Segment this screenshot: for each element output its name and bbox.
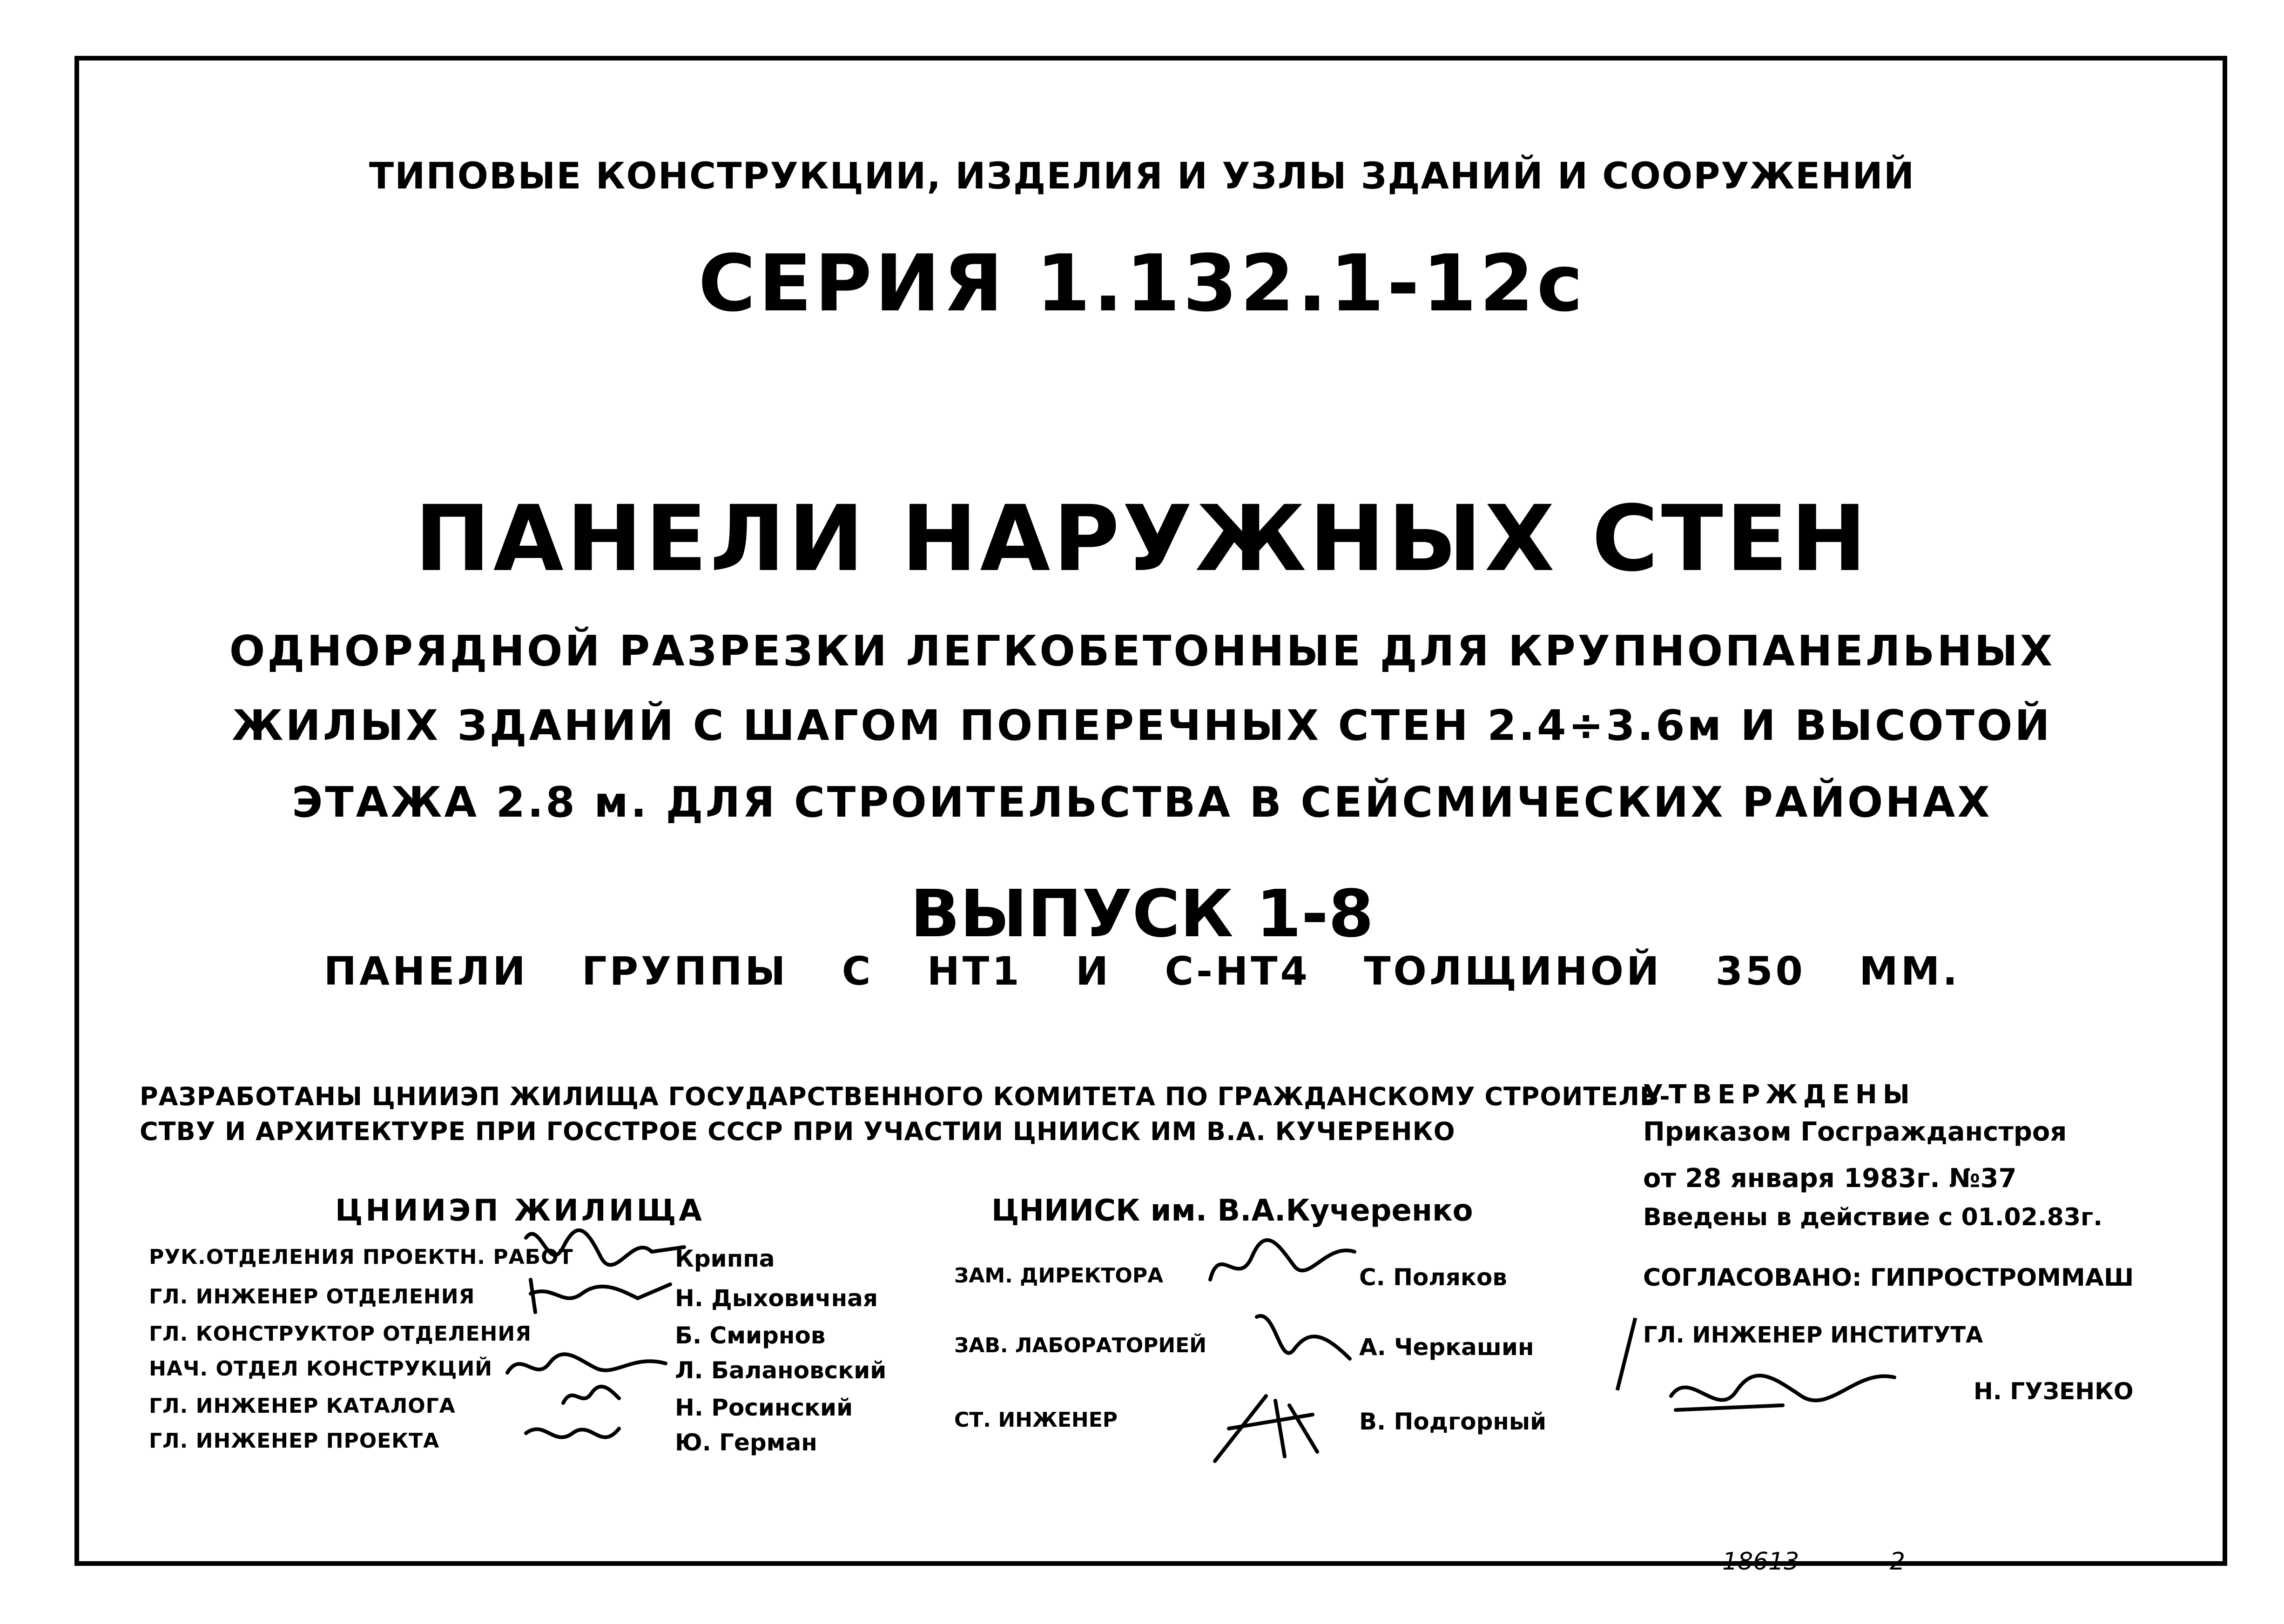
signatory-name: Б. Смирнов xyxy=(675,1322,826,1349)
approval-date: от 28 января 1983г. №37 xyxy=(1643,1163,2017,1194)
subtitle-line-3: ЭТАЖА 2.8 м. ДЛЯ СТРОИТЕЛЬСТВА В СЕЙСМИЧЕСКИХ РАЙОНАХ xyxy=(292,778,1992,827)
signature xyxy=(1210,1387,1331,1470)
signatory-role: СТ. ИНЖЕНЕР xyxy=(954,1408,1118,1432)
signatory-name: Н. Росинский xyxy=(675,1394,853,1421)
org-right-title: ЦНИИСК им. В.А.Кучеренко xyxy=(991,1194,1473,1228)
issue-title: ВЫПУСК 1-8 xyxy=(910,876,1374,952)
signatory-role: ГЛ. ИНЖЕНЕР ПРОЕКТА xyxy=(149,1429,440,1453)
signatory-name: Криппа xyxy=(675,1245,775,1272)
document-number: 18613 xyxy=(1722,1548,1799,1576)
signature xyxy=(559,1380,624,1412)
collection-title: ТИПОВЫЕ КОНСТРУКЦИИ, ИЗДЕЛИЯ И УЗЛЫ ЗДАНИЙ И СООРУЖЕНИЙ xyxy=(369,155,1915,197)
signatory-name: С. Поляков xyxy=(1359,1264,1507,1291)
subtitle-line-2: ЖИЛЫХ ЗДАНИЙ С ШАГОМ ПОПЕРЕЧНЫХ СТЕН 2.4÷3.6м И ВЫСОТОЙ xyxy=(232,701,2052,750)
signatory-role: ГЛ. ИНЖЕНЕР КАТАЛОГА xyxy=(149,1394,456,1418)
approval-order: Приказом Госгражданстроя xyxy=(1643,1117,2067,1147)
signatory-role: НАЧ. ОТДЕЛ КОНСТРУКЦИЙ xyxy=(149,1357,493,1381)
chief-engineer-role: ГЛ. ИНЖЕНЕР ИНСТИТУТА xyxy=(1643,1322,1983,1348)
signature xyxy=(521,1415,624,1456)
signature xyxy=(1201,1233,1359,1294)
subtitle-line-1: ОДНОРЯДНОЙ РАЗРЕЗКИ ЛЕГКОБЕТОННЫЕ ДЛЯ КРУПНОПАНЕЛЬНЫХ xyxy=(229,627,2055,676)
signatory-role: ГЛ. КОНСТРУКТОР ОТДЕЛЕНИЯ xyxy=(149,1322,532,1346)
issue-subtitle: ПАНЕЛИ ГРУППЫ С НТ1 И С-НТ4 ТОЛЩИНОЙ 350 ММ. xyxy=(323,948,1961,994)
developer-line-2: СТВУ И АРХИТЕКТУРЕ ПРИ ГОССТРОЕ СССР ПРИ УЧАСТИИ ЦНИИСК ИМ В.А. КУЧЕРЕНКО xyxy=(140,1117,1455,1146)
signature xyxy=(1247,1303,1359,1377)
org-left-title: ЦНИИЭП ЖИЛИЩА xyxy=(335,1194,705,1228)
approval-effective: Введены в действие с 01.02.83г. xyxy=(1643,1203,2102,1231)
signatory-name: Ю. Герман xyxy=(675,1429,817,1456)
approval-agreed: СОГЛАСОВАНО: ГИПРОСТРОММАШ xyxy=(1643,1264,2134,1292)
signature xyxy=(1662,1359,1904,1429)
signatory-role: ГЛ. ИНЖЕНЕР ОТДЕЛЕНИЯ xyxy=(149,1285,475,1309)
chief-engineer-name: Н. ГУЗЕНКО xyxy=(1974,1378,2134,1405)
series-number: СЕРИЯ 1.132.1-12с xyxy=(698,238,1586,329)
main-title: ПАНЕЛИ НАРУЖНЫХ СТЕН xyxy=(414,486,1870,591)
signatory-name: Л. Балановский xyxy=(675,1357,887,1384)
signatory-name: Н. Дыховичная xyxy=(675,1285,878,1312)
signatory-role: ЗАВ. ЛАБОРАТОРИЕЙ xyxy=(954,1334,1207,1357)
signature xyxy=(526,1270,675,1322)
signatory-role: ЗАМ. ДИРЕКТОРА xyxy=(954,1264,1164,1288)
developer-line-1: РАЗРАБОТАНЫ ЦНИИЭП ЖИЛИЩА ГОСУДАРСТВЕННОГО КОМИТЕТА ПО ГРАЖДАНСКОМУ СТРОИТЕЛЬ- xyxy=(140,1082,1671,1111)
approved-heading: УТВЕРЖДЕНЫ xyxy=(1643,1080,1915,1110)
signatory-name: А. Черкашин xyxy=(1359,1334,1534,1361)
page-number: 2 xyxy=(1890,1548,1906,1576)
signatory-role: РУК.ОТДЕЛЕНИЯ ПРОЕКТН. РАБОТ xyxy=(149,1245,573,1269)
signatory-name: В. Подгорный xyxy=(1359,1408,1547,1435)
